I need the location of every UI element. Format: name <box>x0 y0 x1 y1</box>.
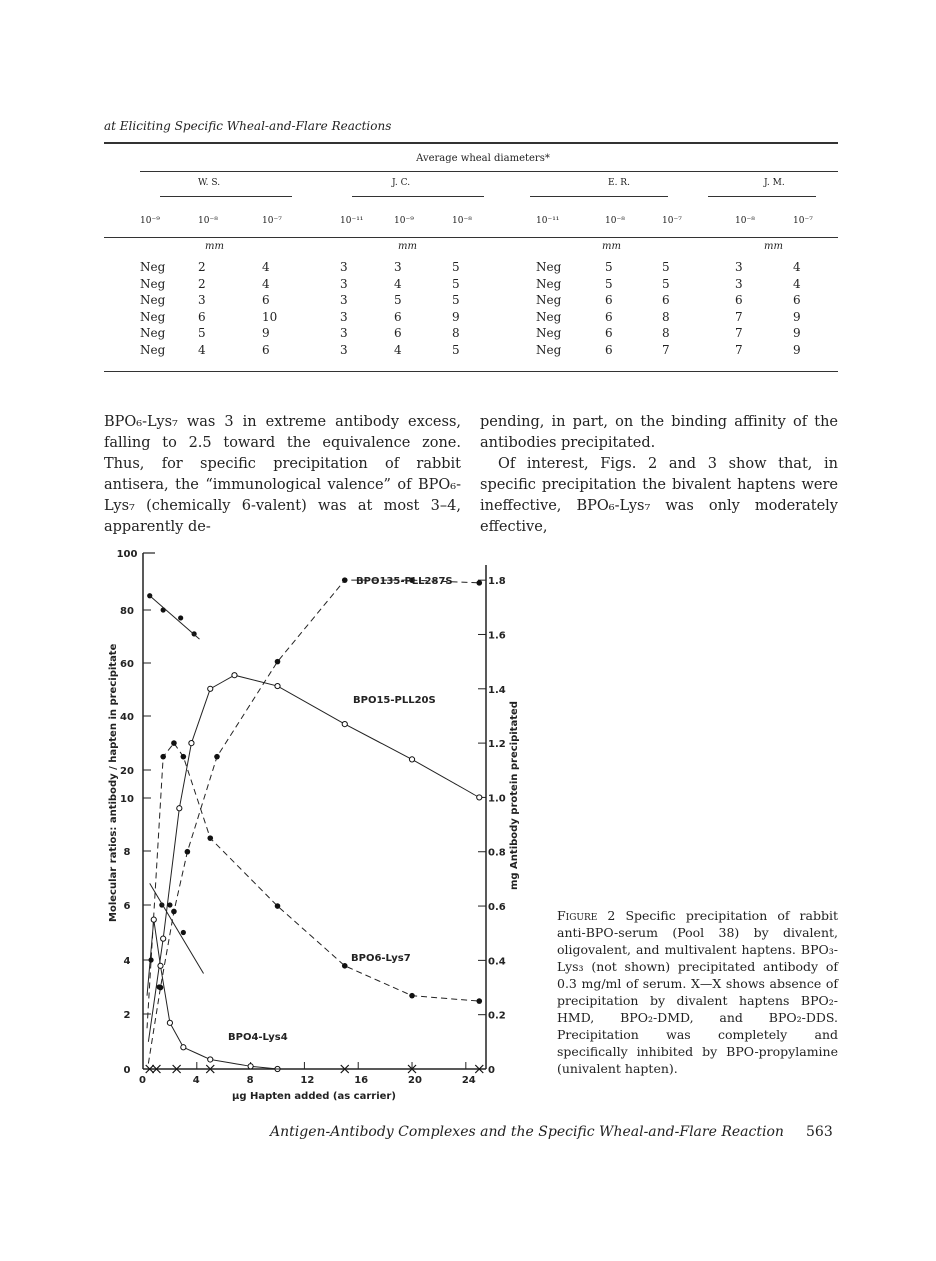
table-cell: 6 <box>793 293 801 308</box>
page-number: 563 <box>806 1124 833 1140</box>
table-cell: 5 <box>452 260 460 274</box>
table-cell: 6 <box>262 293 270 308</box>
table-cell: Neg <box>536 309 562 324</box>
table-cell: 7 <box>662 343 670 357</box>
table-cell: 5 <box>662 260 670 274</box>
ratio-point <box>161 607 166 612</box>
table-cell: 4 <box>394 276 402 291</box>
data-point <box>477 795 482 800</box>
table-cell: Neg <box>536 260 562 274</box>
table-cell: 5 <box>452 293 460 308</box>
table-cell: Neg <box>140 309 166 324</box>
table-cell: 8 <box>662 309 670 324</box>
table-cell: 3 <box>340 343 348 357</box>
data-point <box>158 963 163 968</box>
table-cell: 4 <box>793 276 801 291</box>
x-tick-label: 0 <box>139 1075 146 1086</box>
figure-caption <box>557 907 838 1077</box>
unit-label: mm <box>764 241 783 252</box>
table-cell: 3 <box>340 276 348 291</box>
data-point <box>181 1045 186 1050</box>
series-label: BPO4-Lys4 <box>228 1032 288 1043</box>
series-line-0 <box>148 580 479 1063</box>
table-cell: 6 <box>262 343 270 357</box>
y-right-tick-label: 1.4 <box>488 684 506 696</box>
concentration-heading: 10⁻¹¹ <box>340 216 364 226</box>
table-cell: 5 <box>452 343 460 357</box>
data-point <box>171 740 177 746</box>
table-cell: Neg <box>140 343 166 357</box>
data-point <box>214 754 220 760</box>
unit-label: mm <box>205 241 224 252</box>
table-cell: Neg <box>140 326 166 341</box>
series-line-2 <box>147 743 479 1028</box>
unit-label: mm <box>602 241 621 252</box>
data-point <box>342 577 348 583</box>
table-cell: 4 <box>394 343 402 357</box>
y-right-tick-label: 0.2 <box>488 1010 506 1022</box>
ratio-point <box>148 957 153 962</box>
x-tick-label: 4 <box>192 1075 200 1086</box>
data-point <box>207 835 213 841</box>
table-cell: 7 <box>735 343 743 357</box>
ratio-fit-line <box>150 596 200 639</box>
table-cell: 2 <box>198 276 206 291</box>
body-paragraph: BPO₆-Lys₇ was 3 in extreme antibody excess, falling to 2.5 toward the equivalence zone. Thus, for specific precipitation of rabbit antisera, the “immunological valence” of BPO₆-Lys₇ (chemically 6-valent) was at most 3–4, apparently de- <box>104 414 461 535</box>
table-cell: 4 <box>262 260 270 274</box>
table-cell: 9 <box>262 326 270 341</box>
y-axis-label-right: mg Antibody protein precipitated <box>509 701 520 890</box>
data-point <box>208 1057 213 1062</box>
y-right-tick-label: 0 <box>488 1065 495 1076</box>
concentration-heading: 10⁻⁸ <box>198 216 218 226</box>
table-cell: 7 <box>735 309 743 324</box>
table-cell: 5 <box>394 293 402 308</box>
x-axis-label: µg Hapten added (as carrier) <box>232 1091 396 1102</box>
data-point <box>275 903 281 909</box>
y-right-tick-label: 1.0 <box>488 793 506 805</box>
table-cell: 9 <box>793 343 801 357</box>
x-tick-label: 16 <box>354 1075 369 1086</box>
table-cell: 9 <box>793 309 801 324</box>
x-tick-label: 20 <box>408 1075 422 1086</box>
subject-heading: E. R. <box>608 178 630 188</box>
table-cell: 3 <box>340 309 348 324</box>
y-left-tick-label: 8 <box>123 847 131 858</box>
concentration-heading: 10⁻⁹ <box>140 216 160 226</box>
subject-heading: J. M. <box>764 178 785 188</box>
concentration-heading: 10⁻⁷ <box>662 216 682 226</box>
unit-label: mm <box>398 241 417 252</box>
table-cell: 6 <box>394 309 402 324</box>
table-cell: 6 <box>605 309 613 324</box>
table-cell: Neg <box>140 276 166 291</box>
subject-heading: J. C. <box>392 178 411 188</box>
table-cell: 8 <box>662 326 670 341</box>
table-cell: 4 <box>793 260 801 274</box>
table-cell: Neg <box>140 260 166 274</box>
ratio-point <box>167 902 172 907</box>
y-right-tick-label: 1.8 <box>488 576 506 588</box>
table-cell: 6 <box>198 309 206 324</box>
concentration-heading: 10⁻⁷ <box>262 216 282 226</box>
table-cell: 6 <box>605 326 613 341</box>
data-point <box>476 998 482 1004</box>
data-point <box>185 849 191 855</box>
x-tick-label: 24 <box>461 1075 476 1086</box>
data-point <box>177 806 182 811</box>
running-footer: Antigen-Antibody Complexes and the Specific Wheal-and-Flare Reaction <box>270 1124 784 1140</box>
concentration-heading: 10⁻⁹ <box>394 216 414 226</box>
concentration-heading: 10⁻⁸ <box>735 216 755 226</box>
data-point <box>161 936 166 941</box>
ratio-point <box>181 930 186 935</box>
table-cell: Neg <box>536 326 562 341</box>
table-cell: 2 <box>198 260 206 274</box>
table-cell: 3 <box>340 260 348 274</box>
table-cell: Neg <box>536 343 562 357</box>
table-cell: 3 <box>394 260 402 274</box>
y-axis-label-left: Molecular ratios: antibody / hapten in precipitate <box>108 643 119 922</box>
table-cell: 5 <box>452 276 460 291</box>
data-point <box>275 659 281 665</box>
x-tick-label: 12 <box>300 1075 315 1086</box>
ratio-point <box>157 984 162 989</box>
table-cell: 10 <box>262 309 278 324</box>
y-left-tick-label: 100 <box>116 549 138 560</box>
table-cell: 3 <box>340 326 348 341</box>
y-left-tick-label: 20 <box>120 766 134 777</box>
running-header: at Eliciting Specific Wheal-and-Flare Reactions <box>104 119 392 133</box>
series-label: BPO15-PLL20S <box>353 695 436 706</box>
y-left-tick-label: 80 <box>120 606 134 617</box>
concentration-heading: 10⁻⁸ <box>605 216 625 226</box>
data-point <box>409 993 415 999</box>
body-paragraph: Of interest, Figs. 2 and 3 show that, in specific precipitation the bivalent haptens were ineffective, BPO₆-Lys₇ was only moderately effective, <box>480 456 838 535</box>
y-right-tick-label: 1.6 <box>488 630 506 642</box>
table-cell: Neg <box>536 276 562 291</box>
y-right-tick-label: 0.6 <box>488 902 506 914</box>
y-right-tick-label: 0.8 <box>488 847 506 859</box>
series-line-3 <box>147 920 277 1069</box>
data-point <box>342 963 348 969</box>
table-cell: Neg <box>536 293 562 308</box>
table-cell: 3 <box>198 293 206 308</box>
concentration-heading: 10⁻⁷ <box>793 216 813 226</box>
series-label: BPO6-Lys7 <box>351 953 411 964</box>
ratio-fit-line <box>150 883 204 973</box>
y-left-tick-label: 60 <box>120 659 134 670</box>
table-cell: 6 <box>735 293 743 308</box>
x-tick-label: 8 <box>246 1075 254 1086</box>
data-point <box>167 1020 172 1025</box>
data-point <box>275 683 280 688</box>
table-cell: 6 <box>605 293 613 308</box>
table-cell: 9 <box>452 309 460 324</box>
y-right-tick-label: 1.2 <box>488 739 506 751</box>
table-cell: 4 <box>198 343 206 357</box>
y-left-tick-label: 4 <box>123 956 131 967</box>
concentration-heading: 10⁻⁸ <box>452 216 472 226</box>
data-point <box>342 721 347 726</box>
table-cell: 7 <box>735 326 743 341</box>
y-right-tick-label: 0.4 <box>488 956 506 968</box>
table-cell: 6 <box>662 293 670 308</box>
data-point <box>171 909 177 915</box>
data-point <box>151 917 156 922</box>
data-point <box>476 580 482 586</box>
data-point <box>232 673 237 678</box>
y-left-tick-label: 10 <box>120 794 134 805</box>
table-cell: 3 <box>735 260 743 274</box>
series-label: BPO135-PLL287S <box>356 576 453 587</box>
data-point <box>189 741 194 746</box>
table-cell: 6 <box>605 343 613 357</box>
table-cell: Neg <box>140 293 166 308</box>
table-cell: 8 <box>452 326 460 341</box>
table-cell: 3 <box>735 276 743 291</box>
body-paragraph: pending, in part, on the binding affinity of the antibodies precipitated. <box>480 414 838 451</box>
caption-label: Figure 2 <box>557 908 616 923</box>
y-left-tick-label: 6 <box>123 901 131 912</box>
concentration-heading: 10⁻¹¹ <box>536 216 560 226</box>
subject-heading: W. S. <box>198 178 221 188</box>
y-left-tick-label: 0 <box>123 1065 131 1076</box>
table-title: Average wheal diameters* <box>416 153 550 164</box>
data-point <box>181 754 187 760</box>
table-cell: 4 <box>262 276 270 291</box>
table-cell: 3 <box>340 293 348 308</box>
data-point <box>248 1064 253 1069</box>
data-point <box>409 757 414 762</box>
data-point <box>160 754 166 760</box>
caption-text: Specific precipitation of rabbit anti-BPO-serum (Pool 38) by divalent, oligovalent, and multivalent haptens. BPO₃-Lys₃ (not shown) precipitated antibody of 0.3 mg/ml of serum. X—X shows absence of precipitation by divalent haptens BPO₂-HMD, BPO₂-DMD, and BPO₂-DDS. Precipitation was completely and specifically inhibited by BPO-propylamine (univalent hapten). <box>557 908 838 1076</box>
series-line-1 <box>148 675 479 1042</box>
table-cell: 9 <box>793 326 801 341</box>
table-cell: 5 <box>662 276 670 291</box>
table-cell: 5 <box>198 326 206 341</box>
ratio-point <box>178 615 183 620</box>
table-cell: 5 <box>605 260 613 274</box>
data-point <box>208 686 213 691</box>
y-left-tick-label: 2 <box>123 1010 131 1021</box>
y-left-tick-label: 40 <box>120 712 134 723</box>
table-cell: 6 <box>394 326 402 341</box>
table-cell: 5 <box>605 276 613 291</box>
